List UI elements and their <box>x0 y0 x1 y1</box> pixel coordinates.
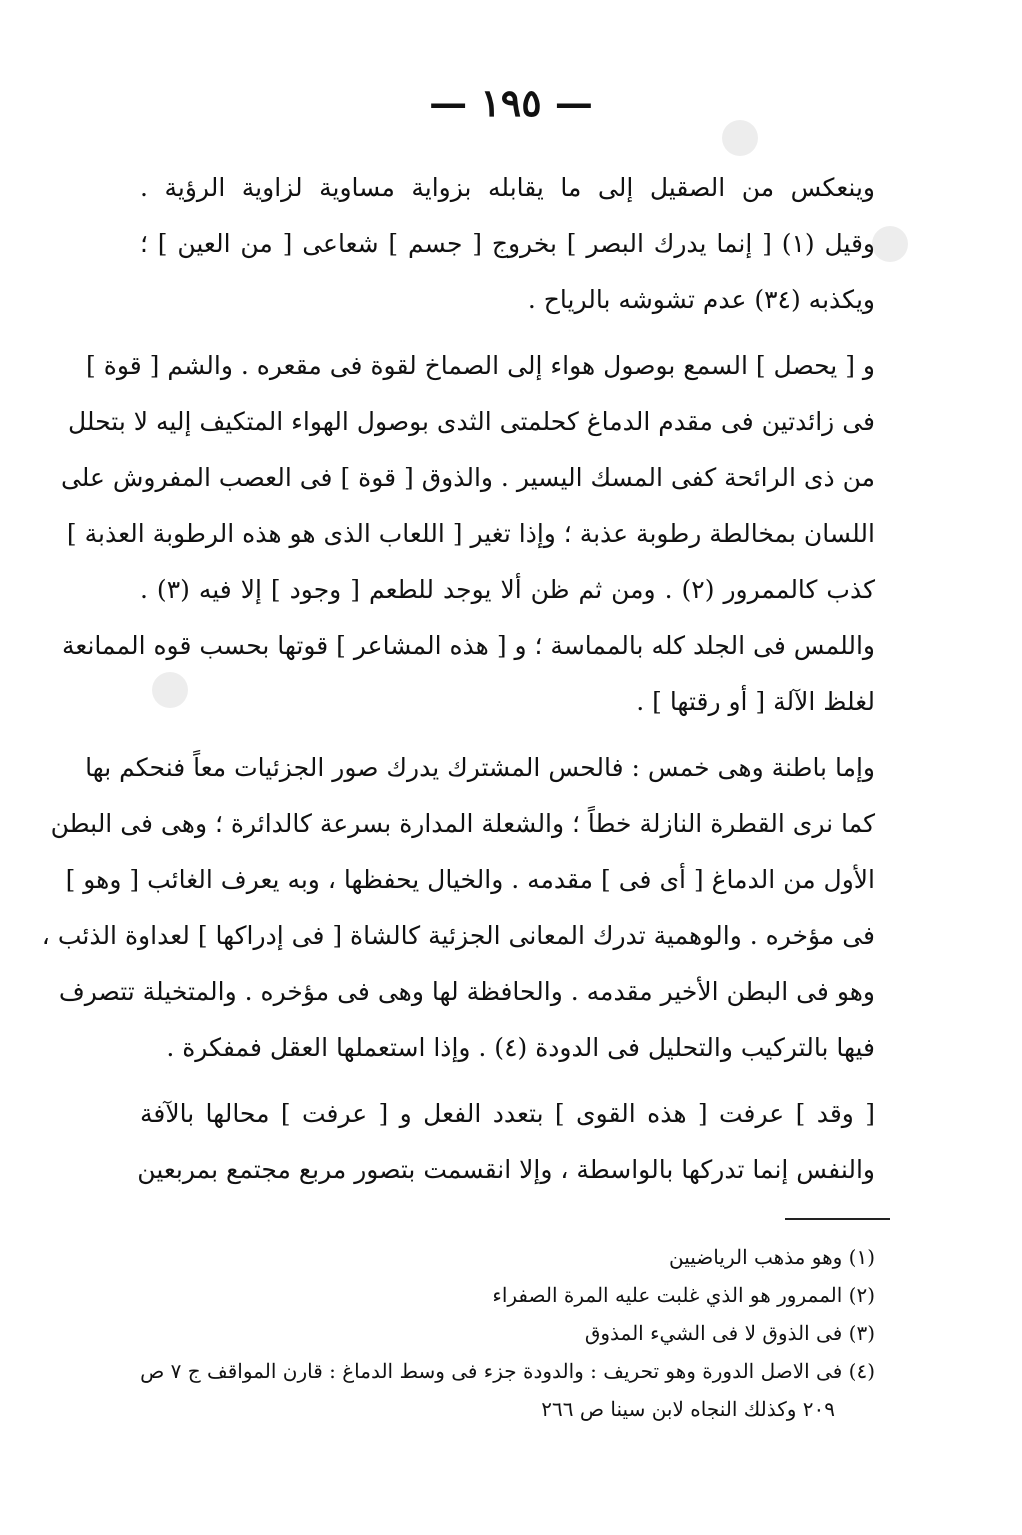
text-line: والنفس إنما تدركها بالواسطة ، وإلا انقسمت بتصور مربع مجتمع بمربعين <box>137 1155 875 1184</box>
footnote: (٣) فى الذوق لا فى الشيء المذوق <box>584 1321 875 1345</box>
text-line: فيها بالتركيب والتحليل فى الدودة (٤) . وإذا استعملها العقل فمفكرة . <box>166 1033 875 1062</box>
footnote: (٢) الممرور هو الذي غلبت عليه المرة الصفراء <box>492 1283 875 1307</box>
footnote: (٤) فى الاصل الدورة وهو تحريف : والدودة جزء فى وسط الدماغ : قارن المواقف ج ٧ ص <box>140 1359 875 1383</box>
scan-smudge <box>722 120 758 156</box>
text-line: وإما باطنة وهى خمس : فالحس المشترك يدرك صور الجزئيات معاً فنحكم بها <box>85 753 875 782</box>
text-line: فى مؤخره . والوهمية تدرك المعانى الجزئية كالشاة [ فى إدراكها ] لعداوة الذئب ، <box>41 921 875 950</box>
text-line: كذب كالممرور (٢) . ومن ثم ظن ألا يوجد للطعم [ وجود ] إلا فيه (٣) . <box>140 575 875 604</box>
text-line: لغلظ الآلة [ أو رقتها ] . <box>636 687 875 716</box>
text-line: واللمس فى الجلد كله بالمماسة ؛ و [ هذه المشاعر ] قوتها بحسب قوه الممانعة <box>62 631 875 660</box>
footnotes <box>140 1238 875 1428</box>
text-line: و [ يحصل ] السمع بوصول هواء إلى الصماخ لقوة فى مقعره . والشم [ قوة ] <box>86 351 875 380</box>
text-line: الأول من الدماغ [ أى فى ] مقدمه . والخيال يحفظها ، وبه يعرف الغائب [ وهو ] <box>65 865 875 894</box>
text-line: كما نرى القطرة النازلة خطاً ؛ والشعلة المدارة بسرعة كالدائرة ؛ وهى فى البطن <box>50 809 875 838</box>
text-line: وينعكس من الصقيل إلى ما يقابله بزواية مساوية لزاوية الرؤية . <box>140 173 875 202</box>
text-line: من ذى الرائحة كفى المسك اليسير . والذوق [ قوة ] فى العصب المفروش على <box>60 463 875 492</box>
scan-smudge <box>872 226 908 262</box>
text-line: ويكذبه (٣٤) عدم تشوشه بالرياح . <box>527 285 875 314</box>
footnote-divider <box>785 1218 890 1220</box>
text-line: [ وقد ] عرفت [ هذه القوى ] بتعدد الفعل و [ عرفت ] محالها بالآفة <box>140 1099 875 1128</box>
text-line: وقيل (١) [ إنما يدرك البصر ] بخروج [ جسم ] شعاعى [ من العين ] ؛ <box>140 229 876 258</box>
body-text <box>41 160 876 1198</box>
page-number: — ١٩٥ — <box>429 80 593 125</box>
text-line: فى زائدتين فى مقدم الدماغ كحلمتى الثدى بوصول الهواء المتكيف إليه لا بتحلل <box>67 407 875 436</box>
footnote-continuation: ٢٠٩ وكذلك النجاه لابن سينا ص ٢٦٦ <box>541 1397 835 1421</box>
footnote: (١) وهو مذهب الرياضيين <box>669 1245 875 1269</box>
text-line: وهو فى البطن الأخير مقدمه . والحافظة لها وهى فى مؤخره . والمتخيلة تتصرف <box>58 977 875 1006</box>
text-line: اللسان بمخالطة رطوبة عذبة ؛ وإذا تغير [ اللعاب الذى هو هذه الرطوبة العذبة ] <box>66 519 875 548</box>
